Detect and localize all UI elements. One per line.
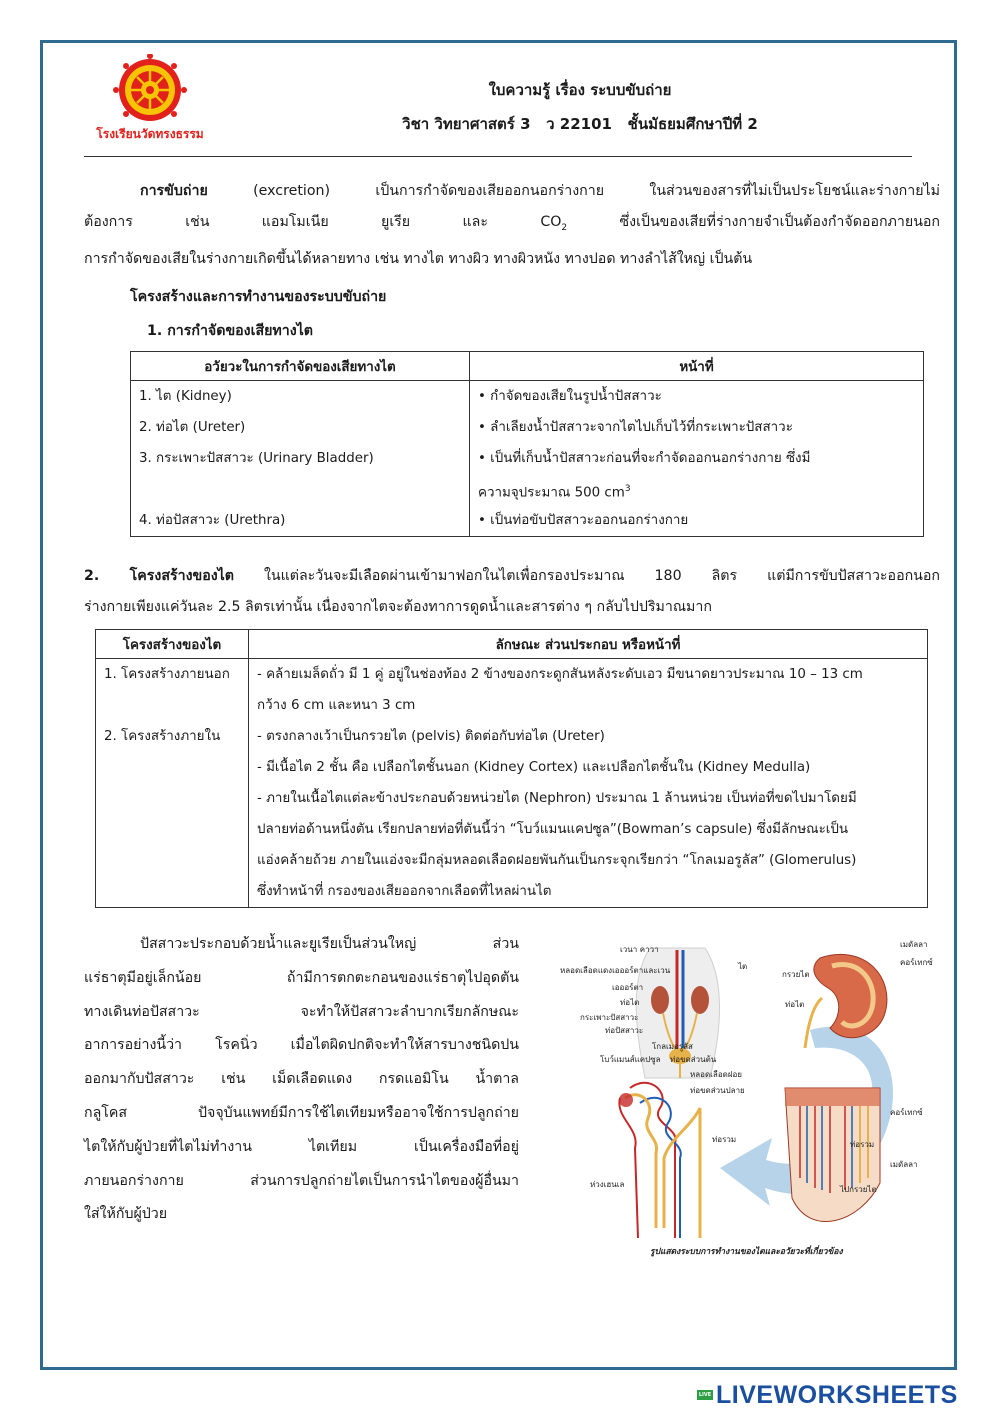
- function-cell: • ลำเลียงน้ำปัสสาวะจากไตไปเก็บไว้ที่กระเพาะปัสสาวะ: [478, 420, 793, 435]
- fig-label: ท่อปัสสาวะ: [605, 1026, 644, 1035]
- section2-line-1: ในแต่ละวันจะมีเลือดผ่านเข้ามาฟอกในไตเพื่อกรองประมาณ 180 ลิตร แต่มีการขับปัสสาวะออกนอก: [234, 568, 940, 584]
- closing-line: กลูโคส ปัจจุบันแพทย์มีการใช้ไตเทียมหรืออาจใช้การปลูกถ่าย: [84, 1104, 519, 1121]
- fig-label: กรวยไต: [782, 970, 810, 979]
- table-row: [131, 443, 924, 505]
- intro-term: การขับถ่าย: [140, 183, 208, 199]
- fig-label: คอร์เทกซ์: [890, 1108, 923, 1117]
- col-structure-header: โครงสร้างของไต: [96, 630, 249, 659]
- kidney-organs-table: [130, 351, 924, 537]
- desc-line: - ภายในเนื้อไตแต่ละข้างประกอบด้วยหน่วยไต (Nephron) ประมาณ 1 ล้านหน่วย เป็นท่อที่ขดไปมาโดยมี: [257, 791, 857, 806]
- table-row: [131, 412, 924, 443]
- header-divider: [84, 156, 912, 157]
- logo-text: โรงเรียนวัดทรงธรรม: [96, 127, 204, 141]
- fig-label: ท่อรวม: [850, 1140, 875, 1149]
- section-heading: โครงสร้างและการทำงานของระบบขับถ่าย: [130, 289, 387, 305]
- cm3-superscript: 3: [624, 484, 631, 494]
- fig-label: เมดัลลา: [900, 940, 928, 949]
- col-desc-header: ลักษณะ ส่วนประกอบ หรือหน้าที่: [249, 630, 928, 659]
- fig-label: ท่อขดส่วนต้น: [670, 1055, 717, 1064]
- intro-paragraph: [84, 176, 940, 275]
- organ-cell: 2. ท่อไต (Ureter): [139, 420, 246, 435]
- fig-label: กระเพาะปัสสาวะ: [580, 1013, 639, 1022]
- desc-line: ซึ่งทำหน้าที่ กรองของเสียออกจากเลือดที่ไหลผ่านไต: [257, 884, 552, 899]
- fig-label: ท่อไต: [620, 998, 640, 1007]
- kidney-structure-table: [95, 629, 928, 908]
- fig-label: ห่วงเฮนเล: [590, 1180, 625, 1189]
- fig-label: หลอดเลือดฝอย: [690, 1070, 742, 1079]
- table-row: [96, 721, 928, 908]
- col-organ-header: อวัยวะในการกำจัดของเสียทางไต: [131, 352, 470, 381]
- table-row: [131, 505, 924, 537]
- fig-label: ท่อรวม: [712, 1135, 737, 1144]
- closing-line: อาการอย่างนี้ว่า โรคนิ่ว เมื่อไตผิดปกติจะทำให้สารบางชนิดปน: [84, 1037, 519, 1054]
- desc-line: - คล้ายเมล็ดถั่ว มี 1 คู่ อยู่ในช่องท้อง 2 ข้างของกระดูกสันหลังระดับเอว มีขนาดยาวประมาณ 10 – 13 cm: [257, 667, 863, 682]
- table-row: [96, 659, 928, 722]
- section2-line-2: ร่างกายเพียงแค่วันละ 2.5 ลิตรเท่านั้น เนื่องจากไตจะต้องทาการดูดน้ำและสารต่าง ๆ กลับไปปริมาณมาก: [84, 599, 712, 615]
- fig-label: หลอดเลือดแดงเอออร์ตาและเวน: [560, 966, 671, 975]
- fig-label: เอออร์ตา: [612, 983, 644, 992]
- section1-heading: 1. การกำจัดของเสียทางไต: [147, 323, 314, 339]
- section2-heading: 2. โครงสร้างของไต: [84, 568, 234, 584]
- organ-cell: 4. ท่อปัสสาวะ (Urethra): [139, 513, 286, 528]
- intro-line-2b: ซึ่งเป็นของเสียที่ร่างกายจำเป็นต้องกำจัดออกภายนอก: [619, 214, 940, 230]
- function-cell: • เป็นที่เก็บน้ำปัสสาวะก่อนที่จะกำจัดออกนอกร่างกาย ซึ่งมี: [478, 451, 811, 466]
- liveworksheets-watermark: [697, 1380, 958, 1410]
- fig-label: เวนา คาวา: [620, 945, 659, 954]
- function-cell: • กำจัดของเสียในรูปน้ำปัสสาวะ: [478, 389, 662, 404]
- structure-cell: 1. โครงสร้างภายนอก: [104, 667, 230, 682]
- col-function-header: หน้าที่: [470, 352, 924, 381]
- function-cell: • เป็นท่อขับปัสสาวะออกนอกร่างกาย: [478, 513, 689, 528]
- fig-label: โบว์แมนส์แคปซูล: [600, 1055, 661, 1064]
- closing-line: ไตให้กับผู้ป่วยที่ไตไม่ทำงาน ไตเทียม เป็นเครื่องมือที่อยู่: [84, 1138, 519, 1155]
- closing-line: ใส่ให้กับผู้ป่วย: [84, 1206, 168, 1223]
- closing-line: ปัสสาวะประกอบด้วยน้ำและยูเรียเป็นส่วนใหญ่ ส่วน: [140, 936, 519, 952]
- doc-subject: วิชา วิทยาศาสตร์ 3 ว 22101 ชั้นมัธยมศึกษาปีที่ 2: [402, 115, 758, 133]
- fig-label: ท่อไต: [785, 1000, 805, 1009]
- closing-line: ภายนอกร่างกาย ส่วนการปลูกถ่ายไตเป็นการนำไตของผู้อื่นมา: [84, 1172, 519, 1189]
- organ-cell: 1. ไต (Kidney): [139, 389, 232, 404]
- desc-line: - ตรงกลางเว้าเป็นกรวยไต (pelvis) ติดต่อกับท่อไต (Ureter): [257, 729, 605, 744]
- function-cell-cont: ความจุประมาณ 500 cm: [478, 485, 625, 501]
- liveworksheets-badge-icon: LIVE: [698, 1392, 712, 1398]
- intro-line-2a: ต้องการ เช่น แอมโมเนีย ยูเรีย และ CO: [84, 214, 562, 230]
- fig-label: โกลเมอรูลัส: [652, 1042, 693, 1051]
- kidney-figure: [560, 938, 940, 1268]
- closing-line: ทางเดินท่อปัสสาวะ จะทำให้ปัสสาวะลำบากเรียกลักษณะ: [84, 1003, 519, 1020]
- desc-line: แอ่งคล้ายถ้วย ภายในแอ่งจะมีกลุ่มหลอดเลือดฝอยพันกันเป็นกระจุกเรียกว่า “โกลเมอรูลัส” (Glomerulus): [257, 853, 857, 868]
- figure-caption: รูปแสดงระบบการทำงานของไตและอวัยวะที่เกี่ยวข้อง: [650, 1247, 843, 1257]
- fig-label: เมดัลลา: [890, 1160, 918, 1169]
- fig-label: คอร์เทกซ์: [900, 958, 933, 967]
- desc-line: - มีเนื้อไต 2 ชั้น คือ เปลือกไตชั้นนอก (Kidney Cortex) และเปลือกไตชั้นใน (Kidney Medulla): [257, 760, 811, 775]
- co2-subscript: 2: [561, 222, 568, 233]
- intro-line-1: (excretion) เป็นการกำจัดของเสียออกนอกร่างกาย ในส่วนของสารที่ไม่เป็นประโยชน์และร่างกายไม่: [253, 183, 940, 199]
- desc-line: ปลายท่อด้านหนึ่งตัน เรียกปลายท่อที่ตันนี้ว่า “โบว์แมนแคปซูล”(Bowman’s capsule) ซึ่งมีลักษณะเป็น: [257, 822, 848, 837]
- section2-paragraph: [84, 561, 940, 623]
- closing-paragraph: [84, 928, 519, 1232]
- organ-cell: 3. กระเพาะปัสสาวะ (Urinary Bladder): [139, 451, 374, 466]
- structure-cell: 2. โครงสร้างภายใน: [104, 729, 221, 744]
- fig-label: ท่อขดส่วนปลาย: [690, 1086, 745, 1095]
- closing-line: แร่ธาตุมีอยู่เล็กน้อย ถ้ามีการตกตะกอนของแร่ธาตุไปอุดตัน: [84, 969, 519, 986]
- desc-line: กว้าง 6 cm และหนา 3 cm: [257, 698, 416, 713]
- closing-line: ออกมากับปัสสาวะ เช่น เม็ดเลือดแดง กรดแอมิโน น้ำตาล: [84, 1071, 519, 1088]
- table-row: [131, 381, 924, 413]
- liveworksheets-text: LIVEWORKSHEETS: [716, 1380, 958, 1409]
- fig-label: ไต: [738, 962, 748, 971]
- doc-title: ใบความรู้ เรื่อง ระบบขับถ่าย: [488, 81, 672, 99]
- fig-label: ไปกรวยไต: [840, 1185, 877, 1194]
- intro-line-3: การกำจัดของเสียในร่างกายเกิดขึ้นได้หลายทาง เช่น ทางไต ทางผิว ทางผิวหนัง ทางปอด ทางลำไส้ใหญ่ เป็นต้น: [84, 250, 753, 267]
